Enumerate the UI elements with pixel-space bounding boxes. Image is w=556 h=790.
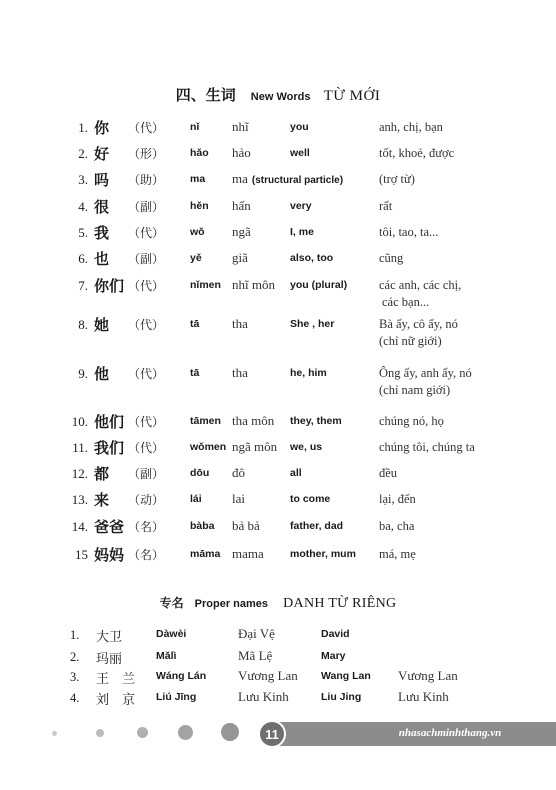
proper-names-title-chinese: 专名: [159, 596, 184, 610]
word-sino-vietnamese: [232, 145, 251, 161]
word-sino-vietnamese-text: bả bả: [232, 518, 260, 533]
word-pinyin: tā: [190, 367, 200, 379]
word-meaning: (chỉ nữ giới): [379, 334, 442, 348]
word-meaning: tốt, khoẻ, được: [379, 146, 455, 160]
proper-sino-vietnamese: Đại Vệ: [238, 626, 275, 641]
proper-pinyin: Wáng Lán: [156, 670, 207, 682]
word-number: 12.: [71, 466, 88, 481]
word-english: I, me: [290, 226, 314, 238]
word-meaning: cũng: [379, 251, 404, 265]
word-meaning: (trợ từ): [379, 172, 415, 186]
word-hanzi: 好: [94, 145, 110, 163]
proper-sino-vietnamese: Vương Lan: [238, 668, 298, 683]
word-part-of-speech: （副）: [128, 200, 165, 214]
word-hanzi: 我: [94, 224, 110, 242]
proper-pinyin: Liú Jīng: [156, 691, 197, 703]
word-number: 7.: [78, 278, 88, 293]
word-part-of-speech: （代）: [128, 441, 165, 455]
proper-hanzi: 刘 京: [96, 693, 136, 708]
word-meaning: các anh, các chị,: [379, 278, 462, 292]
proper-names-title: [0, 592, 556, 612]
word-hanzi: 都: [94, 465, 110, 483]
word-part-of-speech: （名）: [128, 520, 165, 534]
footer-dot: [52, 731, 57, 736]
proper-number: 2.: [70, 650, 80, 664]
word-sino-vietnamese-text: tha: [232, 316, 248, 331]
word-pinyin: yě: [190, 252, 202, 264]
word-number: 15: [75, 547, 88, 562]
word-pinyin: nǐmen: [190, 279, 221, 291]
proper-english: Liu Jing: [321, 691, 362, 703]
word-number: 3.: [78, 172, 88, 187]
proper-sino-vietnamese: Mã Lệ: [238, 648, 273, 663]
proper-number: 3.: [70, 670, 80, 684]
word-sino-vietnamese-text: tha: [232, 365, 248, 380]
footer-dot: [221, 723, 239, 741]
word-pinyin: bàba: [190, 520, 215, 532]
word-pinyin: hěn: [190, 200, 209, 212]
word-hanzi: 她: [94, 316, 110, 334]
word-english: She , her: [290, 318, 335, 330]
proper-names-title-english: Proper names: [194, 598, 269, 610]
word-meaning: rất: [379, 199, 393, 213]
word-sino-vietnamese: [232, 171, 343, 187]
proper-names-title-vietnamese: DANH TỪ RIÊNG: [283, 596, 397, 611]
word-part-of-speech: （代）: [128, 279, 165, 293]
word-number: 13.: [71, 492, 88, 507]
word-english: also, too: [290, 252, 334, 264]
word-sino-vietnamese: [232, 250, 248, 266]
word-english: to come: [290, 493, 331, 505]
word-sino-vietnamese: [232, 546, 264, 562]
word-pinyin: ma: [190, 173, 206, 185]
word-english: well: [290, 147, 310, 159]
proper-english: Wang Lan: [321, 670, 371, 682]
word-sino-vietnamese: [232, 277, 275, 293]
word-part-of-speech: （代）: [128, 318, 165, 332]
word-sino-vietnamese-text: nhĩ môn: [232, 277, 275, 292]
word-part-of-speech: （代）: [128, 226, 165, 240]
section-title-english: New Words: [250, 91, 311, 103]
word-english: you: [290, 121, 309, 133]
word-sino-vietnamese-text: đô: [232, 465, 245, 480]
word-meaning: Ông ấy, anh ấy, nó: [379, 366, 472, 380]
word-hanzi: 爸爸: [94, 518, 125, 536]
word-pinyin: tāmen: [190, 415, 221, 427]
word-hanzi: 吗: [94, 171, 110, 189]
word-sino-vietnamese-text: hấn: [232, 198, 251, 213]
word-sino-vietnamese: [232, 413, 274, 429]
word-pinyin: wǒ: [190, 226, 205, 238]
word-hanzi: 来: [94, 491, 110, 509]
word-meaning: lại, đến: [379, 492, 416, 506]
word-number: 5.: [78, 225, 88, 240]
word-meaning: má, mẹ: [379, 547, 416, 561]
proper-sino-vietnamese: Lưu Kinh: [238, 689, 289, 704]
proper-vietnamese: Vương Lan: [398, 668, 458, 683]
proper-pinyin: Dàwèi: [156, 628, 187, 640]
page-number: 11: [258, 720, 286, 748]
word-hanzi: 我们: [94, 439, 125, 457]
word-part-of-speech: （代）: [128, 121, 165, 135]
word-meaning: anh, chị, bạn: [379, 120, 443, 134]
word-english: very: [290, 200, 312, 212]
word-sino-vietnamese-text: ma: [232, 171, 248, 186]
word-part-of-speech: （代）: [128, 415, 165, 429]
footer-dot: [178, 725, 193, 740]
word-number: 10.: [71, 414, 88, 429]
word-english: father, dad: [290, 520, 344, 532]
word-sino-vietnamese: [232, 198, 251, 214]
word-part-of-speech: （助）: [128, 173, 165, 187]
word-sino-vietnamese: [232, 491, 245, 507]
word-sino-vietnamese-text: ngã môn: [232, 439, 278, 454]
word-sino-vietnamese-text: lai: [232, 491, 245, 506]
word-part-of-speech: （形）: [128, 147, 165, 161]
word-part-of-speech: （副）: [128, 467, 165, 481]
footer-dot: [96, 729, 104, 737]
word-hanzi: 妈妈: [94, 546, 125, 564]
word-pinyin: dōu: [190, 467, 210, 479]
word-pinyin: hǎo: [190, 147, 209, 159]
word-pinyin: tā: [190, 318, 200, 330]
proper-hanzi: 玛丽: [96, 652, 123, 667]
word-number: 14.: [71, 519, 88, 534]
word-english: all: [290, 467, 302, 479]
proper-hanzi: 王 兰: [96, 672, 136, 687]
word-part-of-speech: （动）: [128, 493, 165, 507]
word-number: 8.: [78, 317, 88, 332]
word-english: they, them: [290, 415, 342, 427]
word-meaning: ba, cha: [379, 519, 415, 533]
word-meaning: tôi, tao, ta...: [379, 225, 439, 239]
word-hanzi: 很: [94, 198, 110, 216]
word-pinyin: lái: [190, 493, 202, 505]
word-sino-vietnamese: [232, 119, 249, 135]
word-meaning: Bà ấy, cô ấy, nó: [379, 317, 458, 331]
word-english: we, us: [290, 441, 323, 453]
word-pinyin: wǒmen: [190, 441, 227, 453]
proper-number: 4.: [70, 691, 80, 705]
word-hanzi: 你: [94, 119, 110, 137]
footer-website: nhasachminhthang.vn: [398, 727, 502, 739]
word-sino-vietnamese: [232, 439, 277, 455]
word-part-of-speech: （副）: [128, 252, 165, 266]
proper-vietnamese: Lưu Kinh: [398, 689, 449, 704]
word-part-of-speech: （名）: [128, 548, 165, 562]
footer-dot: [137, 727, 148, 738]
word-sino-vietnamese-text: tha môn: [232, 413, 275, 428]
word-meaning: các bạn...: [382, 295, 430, 309]
word-hanzi: 他们: [94, 413, 125, 431]
word-sino-vietnamese-text: giã: [232, 250, 248, 265]
word-meaning: chúng nó, họ: [379, 414, 444, 428]
word-english: mother, mum: [290, 548, 356, 560]
word-note: (structural particle): [251, 175, 344, 186]
section-title-vietnamese: TỪ MỚI: [323, 88, 381, 104]
word-hanzi: 你们: [94, 277, 125, 295]
word-sino-vietnamese: [232, 224, 251, 240]
word-number: 1.: [78, 120, 88, 135]
word-english: he, him: [290, 367, 327, 379]
word-sino-vietnamese-text: ngã: [232, 224, 251, 239]
word-meaning: (chỉ nam giới): [379, 383, 451, 397]
proper-english: David: [321, 628, 350, 640]
word-sino-vietnamese-text: hảo: [232, 145, 251, 160]
word-number: 9.: [78, 366, 88, 381]
word-meaning: đều: [379, 466, 398, 480]
proper-pinyin: Mǎlì: [156, 650, 177, 662]
word-english: you (plural): [290, 279, 348, 291]
word-sino-vietnamese: [232, 465, 245, 481]
word-number: 2.: [78, 146, 88, 161]
proper-number: 1.: [70, 628, 80, 642]
proper-english: Mary: [321, 650, 346, 662]
word-sino-vietnamese-text: nhĩ: [232, 119, 249, 134]
word-sino-vietnamese-text: mama: [232, 546, 264, 561]
word-sino-vietnamese: [232, 518, 260, 534]
word-pinyin: māma: [190, 548, 221, 560]
word-hanzi: 他: [94, 365, 110, 383]
word-sino-vietnamese: [232, 365, 248, 381]
word-meaning: chúng tôi, chúng ta: [379, 440, 475, 454]
proper-hanzi: 大卫: [96, 630, 123, 645]
word-number: 6.: [78, 251, 88, 266]
word-sino-vietnamese: [232, 316, 248, 332]
word-hanzi: 也: [94, 250, 110, 268]
word-number: 4.: [78, 199, 88, 214]
word-number: 11.: [72, 440, 88, 455]
section-title: [0, 84, 556, 105]
word-pinyin: nǐ: [190, 121, 200, 133]
section-title-chinese: 四、生词: [175, 86, 236, 104]
word-part-of-speech: （代）: [128, 367, 165, 381]
